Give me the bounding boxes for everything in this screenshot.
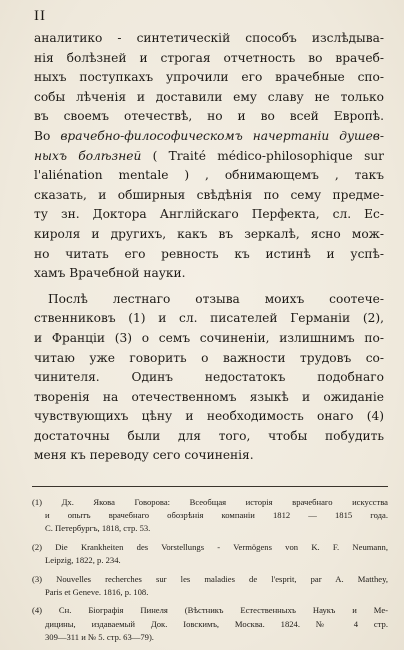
text-line: сказать, и обширныя свѣдѣнія по сему предме- <box>34 187 384 202</box>
text-line: творенія на отечественномъ языкѣ и ожиданіе <box>34 389 384 404</box>
paragraph-1 <box>34 29 384 284</box>
text-line: хамъ Врачебной науки. <box>34 266 186 281</box>
text-line: меня къ переводу сего сочиненія. <box>34 448 254 463</box>
text-line: нія болѣзней и строгая отчетность во врачеб- <box>34 50 384 65</box>
text-line: читаю уже говорить о важности трудовъ со- <box>34 350 384 365</box>
text-line: кироля и другихъ, какъ въ зеркалѣ, ясно мож- <box>34 226 384 241</box>
footnote-line: (1) Дх. Якова Говорова: Всеобщая исторія врачебнаго искусства <box>32 497 388 507</box>
footnote-line: (3) Nouvelles recherches sur les maladies de l'esprit, par A. Matthey, <box>32 573 388 584</box>
text-line: въ своемъ отечествѣ, но и во всей Европѣ. <box>34 109 384 124</box>
text-line: достаточны были для того, чтобы побудить <box>34 428 384 443</box>
paragraph-2 <box>34 290 384 466</box>
text-line: но читать его ревность къ истинѣ и успѣ- <box>34 246 384 261</box>
text-line: и Франціи (3) о семъ сочиненіи, излишнимъ по- <box>34 330 384 345</box>
text-line: аналитико - синтетическій способъ изслѣдыва- <box>34 31 384 45</box>
footnote-line: 309—311 и № 5. стр. 63—79). <box>45 631 154 642</box>
text-line: ныхъ поступкахъ упрочили его врачебные спо- <box>34 70 384 85</box>
text-line: ту зн. Доктора Англійскаго Перфекта, сл. Ес- <box>34 207 384 222</box>
page-number: II <box>34 8 46 24</box>
footnotes <box>32 496 388 649</box>
footnote-2 <box>32 541 388 567</box>
text-fragment: ( Traité médico-philosophique sur <box>141 148 384 163</box>
footnote-line: Leipzig, 1822, p. 234. <box>45 554 121 565</box>
footnote-divider <box>32 486 388 487</box>
footnote-line: (2) Die Krankheiten des Vorstellungs - Vermögens von K. F. Neumann, <box>32 541 388 552</box>
footnote-line: дицины, издаваемый Док. Іовскимъ, Москва. 1824. № 4 стр. <box>45 618 388 629</box>
text-fragment: Во <box>34 128 61 143</box>
book-title-italic: ныхъ болѣзней <box>34 148 142 163</box>
main-text <box>34 29 384 466</box>
text-line <box>34 127 384 147</box>
footnote-line: Paris et Geneve. 1816, p. 108. <box>45 586 149 597</box>
footnote-1 <box>32 496 388 535</box>
text-line: l'aliénation mentale ) , обнимающемъ , такъ <box>34 168 384 183</box>
footnote-4 <box>32 604 388 643</box>
text-line: чувствующихъ цѣну и необходимость онаго (4) <box>34 409 384 424</box>
book-title-italic: врачебно-философическомъ начертаніи душев- <box>60 128 384 143</box>
text-line: ственниковъ (1) и сл. писателей Германіи (2), <box>34 311 384 326</box>
footnote-line: (4) Сн. Біографія Пинеля (Вѣстникъ Естественныхъ Наукъ и Ме- <box>32 605 388 616</box>
text-line: Послѣ лестнаго отзыва моихъ соотече- <box>48 291 384 306</box>
text-line: собы лѣченія и доставили ему славу не только <box>34 89 384 104</box>
text-line <box>34 147 384 167</box>
footnote-line: и опытъ врачебнаго обозрѣнія компаніи 1812 — 1815 года. <box>45 510 388 521</box>
footnote-line: С. Петербургъ, 1818, стр. 53. <box>45 523 151 534</box>
text-line: чинителя. Одинъ недостатокъ подобнаго <box>34 370 384 385</box>
footnote-3 <box>32 573 388 599</box>
